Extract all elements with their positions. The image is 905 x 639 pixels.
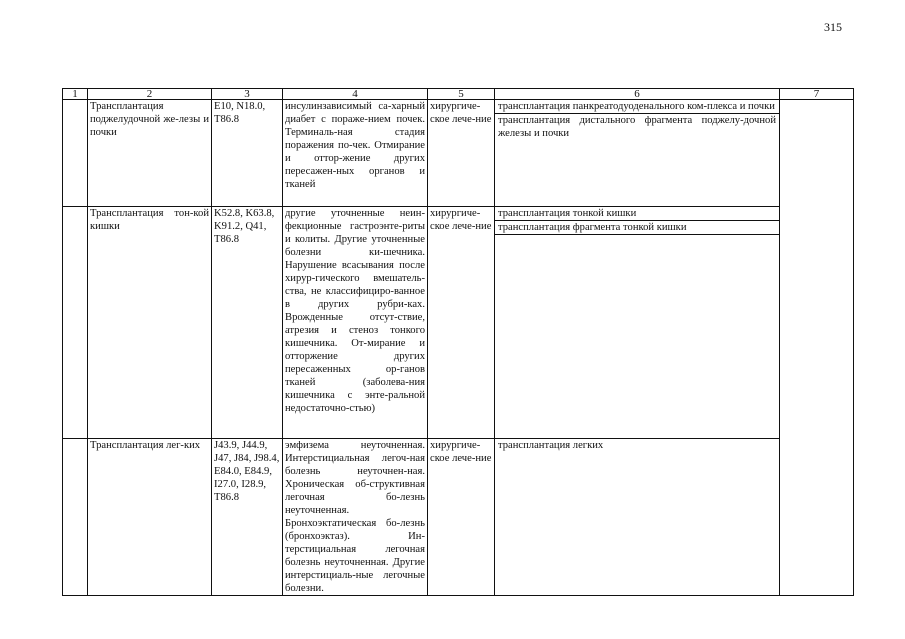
table-row bbox=[63, 100, 854, 207]
col-header-2: 2 bbox=[88, 89, 212, 100]
methods-cell bbox=[495, 100, 780, 207]
method-item: трансплантация фрагмента тонкой кишки bbox=[495, 220, 779, 235]
notes-cell bbox=[780, 100, 854, 596]
table-row bbox=[63, 207, 854, 439]
col-header-6: 6 bbox=[495, 89, 780, 100]
method-item: трансплантация легких bbox=[498, 440, 604, 451]
procedure-name: Трансплантация лег-ких bbox=[88, 439, 212, 596]
treatment-type: хирургиче-ское лече-ние bbox=[428, 100, 495, 207]
treatment-type: хирургиче-ское лече-ние bbox=[428, 207, 495, 439]
page-number: 315 bbox=[824, 20, 842, 34]
icd-codes: K52.8, K63.8, K91.2, Q41, T86.8 bbox=[212, 207, 283, 439]
header-row bbox=[63, 89, 854, 100]
methods-cell bbox=[495, 439, 780, 596]
diagnosis-description: другие уточненные неин-фекционные гастроэнте-риты и колиты. Другие уточненные болезни ки-шечника. Нарушение всасывания после хирур-гического вмешатель-ства, не классифициро-ванное в других рубри-ках. Врожденные отсут-ствие, атрезия и стеноз тонкого кишечника. От-мирание и отторжение других пересаженных ор-ганов тканей (заболева-ния кишечника с энте-ральной недостаточно-стью) bbox=[283, 207, 428, 439]
table-row bbox=[63, 439, 854, 596]
method-item: трансплантация панкреатодуоденального ком-плекса и почки bbox=[498, 101, 775, 112]
row-number-cell bbox=[63, 207, 88, 439]
diagnosis-description: инсулинзависимый са-харный диабет с пораже-нием почек. Терминаль-ная стадия поражения по-чек. Отмирание и оттор-жение других пересажен-ных органов и тканей bbox=[283, 100, 428, 207]
diagnosis-description: эмфизема неуточненная. Интерстициальная легоч-ная болезнь неуточнен-ная. Хроническая об-структивная легочная бо-лезнь неуточненная. Бронхоэктатическая бо-лезнь (бронхоэктаз). Ин-терстициальная легочная болезнь неуточненная. Другие интерстициаль-ные легочные болезни. bbox=[283, 439, 428, 596]
row-number-cell bbox=[63, 439, 88, 596]
treatment-type: хирургиче-ское лече-ние bbox=[428, 439, 495, 596]
procedure-name: Трансплантация тон-кой кишки bbox=[88, 207, 212, 439]
col-header-7: 7 bbox=[780, 89, 854, 100]
services-table bbox=[62, 88, 854, 596]
col-header-5: 5 bbox=[428, 89, 495, 100]
col-header-3: 3 bbox=[212, 89, 283, 100]
procedure-name: Трансплантация поджелудочной же-лезы и почки bbox=[88, 100, 212, 207]
row-number-cell bbox=[63, 100, 88, 207]
method-item: трансплантация тонкой кишки bbox=[498, 208, 637, 219]
method-item: трансплантация дистального фрагмента поджелу-дочной железы и почки bbox=[495, 113, 779, 140]
col-header-1: 1 bbox=[63, 89, 88, 100]
icd-codes: E10, N18.0, T86.8 bbox=[212, 100, 283, 207]
icd-codes: J43.9, J44.9, J47, J84, J98.4, E84.0, E84.9, I27.0, I28.9, T86.8 bbox=[212, 439, 283, 596]
methods-cell bbox=[495, 207, 780, 439]
col-header-4: 4 bbox=[283, 89, 428, 100]
